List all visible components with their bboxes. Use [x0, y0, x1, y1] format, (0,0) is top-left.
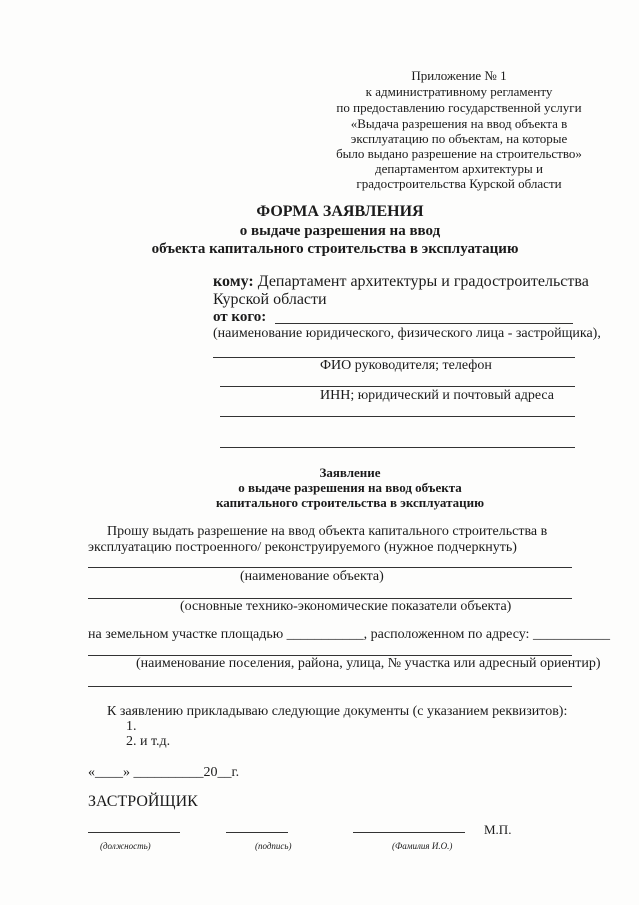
to-label [213, 273, 589, 291]
stamp-label: М.П. [484, 822, 512, 837]
appendix-line: было выдано разрешение на строительство» [336, 146, 582, 161]
date-line: «____» __________20__г. [88, 765, 240, 780]
position-hint: (должность) [100, 841, 151, 851]
fio-hint: ФИО руководителя; телефон [320, 358, 492, 373]
doc-item: 2. и т.д. [126, 734, 171, 749]
sign-line [226, 832, 288, 833]
to-value: Департамент архитектуры и градостроительства [257, 273, 589, 290]
sign-hint: (подпись) [255, 841, 292, 851]
address-field-line [220, 447, 575, 448]
developer-label: ЗАСТРОЙЩИК [88, 793, 198, 810]
from-hint: (наименование юридического, физического лица - застройщика), [213, 326, 601, 341]
appendix-line: департаментом архитектуры и [374, 161, 544, 176]
appendix-line: по предоставлению государственной услуги [336, 100, 582, 115]
form-title-line: объекта капитального строительства в эксплуатацию [151, 241, 519, 257]
doc-item: 1. [126, 719, 137, 734]
docs-intro: К заявлению прикладываю следующие документы (с указанием реквизитов): [107, 704, 568, 719]
appendix-line: градостроительства Курской области [356, 176, 562, 191]
fio-field-line [220, 386, 575, 387]
to-value-line: Курской области [213, 291, 327, 308]
appendix-line: к административному регламенту [365, 84, 553, 99]
appendix-line: эксплуатацию по объектам, на которые [350, 131, 568, 146]
request-text: Прошу выдать разрешение на ввод объекта капитального строительства в [107, 524, 548, 539]
address-line-2 [88, 686, 572, 687]
from-field-line [275, 323, 573, 324]
statement-line: о выдаче разрешения на ввод объекта [238, 480, 462, 495]
inn-field-line [220, 416, 575, 417]
statement-title: Заявление [319, 465, 381, 480]
name-hint: (Фамилия И.О.) [392, 841, 453, 851]
appendix-line: «Выдача разрешения на ввод объекта в [350, 116, 568, 131]
object-field-line [88, 567, 572, 568]
form-title-line: о выдаче разрешения на ввод [239, 223, 441, 239]
object-hint: (наименование объекта) [240, 569, 384, 584]
position-line [88, 832, 180, 833]
form-title: ФОРМА ЗАЯВЛЕНИЯ [256, 203, 424, 220]
tech-hint: (основные технико-экономические показатели объекта) [180, 599, 512, 614]
statement-line: капитального строительства в эксплуатацию [215, 495, 485, 510]
inn-hint: ИНН; юридический и почтовый адреса [320, 388, 554, 403]
request-text: эксплуатацию построенного/ реконструируемого (нужное подчеркнуть) [88, 540, 517, 555]
appendix-line: Приложение № 1 [411, 68, 507, 83]
name-line [353, 832, 465, 833]
to-label-text: кому: [213, 273, 254, 290]
address-hint: (наименование поселения, района, улица, № участка или адресный ориентир) [136, 656, 601, 671]
land-line: на земельном участке площадью ___________, расположенном по адресу: ___________ [88, 627, 610, 642]
from-label: от кого: [213, 309, 267, 325]
